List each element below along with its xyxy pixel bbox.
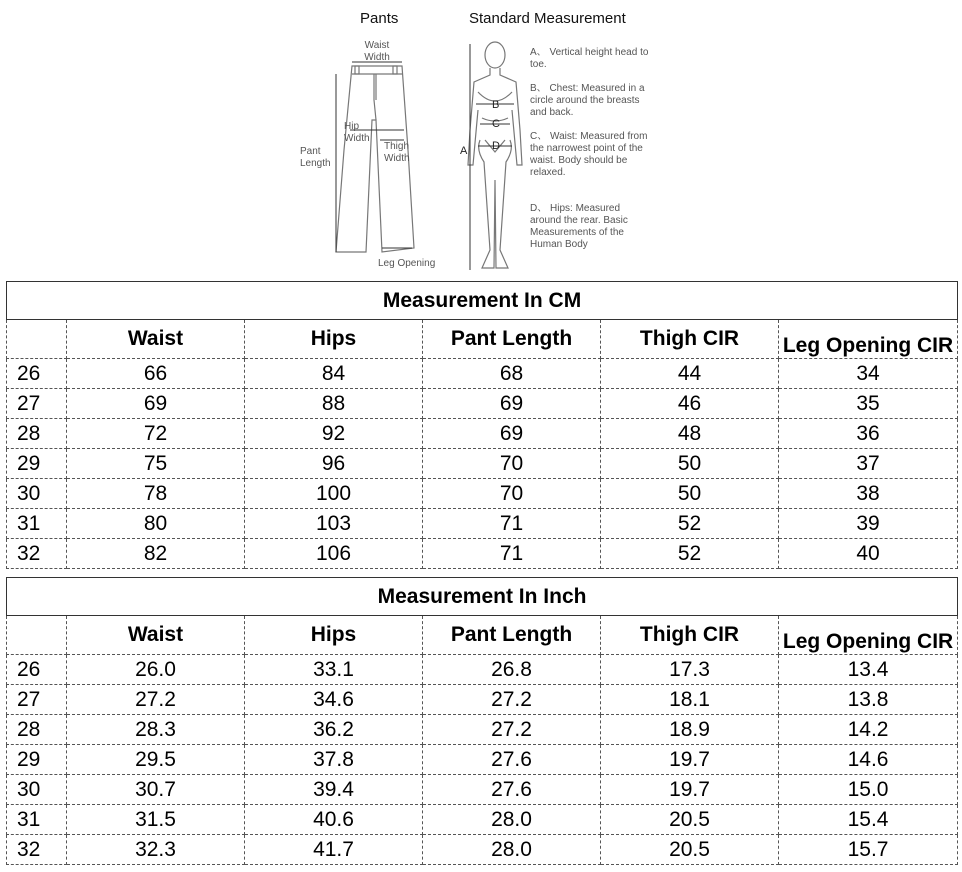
- header-waist: Waist: [67, 320, 245, 359]
- hips-cell: 34.6: [245, 685, 423, 715]
- hips-cell: 39.4: [245, 775, 423, 805]
- size-cell: 30: [7, 479, 67, 509]
- size-cell: 32: [7, 835, 67, 865]
- note-b: [530, 83, 650, 119]
- table-row: [7, 745, 958, 775]
- table-row: [7, 509, 958, 539]
- cm-size-table: [6, 281, 958, 569]
- hips-cell: 37.8: [245, 745, 423, 775]
- hips-cell: 106: [245, 539, 423, 569]
- thigh-cir-cell: 52: [601, 539, 779, 569]
- cm-table-caption: Measurement In CM: [7, 282, 958, 320]
- size-cell: 31: [7, 509, 67, 539]
- pant-length-cell: 70: [423, 449, 601, 479]
- table-row: [7, 805, 958, 835]
- standard-measurement-title: Standard Measurement: [469, 10, 626, 27]
- pant-length-cell: 27.2: [423, 685, 601, 715]
- size-cell: 29: [7, 745, 67, 775]
- size-cell: 29: [7, 449, 67, 479]
- leg-opening-cell: 14.6: [779, 745, 958, 775]
- note-b-text: Chest: Measured in a circle around the breasts and back.: [530, 83, 645, 118]
- cm-header-row: [7, 320, 958, 359]
- pant-length-label: Pant Length: [300, 146, 331, 169]
- pant-length-cell: 28.0: [423, 805, 601, 835]
- thigh-cir-cell: 50: [601, 479, 779, 509]
- leg-opening-cell: 36: [779, 419, 958, 449]
- table-row: [7, 479, 958, 509]
- pant-length-cell: 28.0: [423, 835, 601, 865]
- hips-cell: 40.6: [245, 805, 423, 835]
- leg-opening-cell: 38: [779, 479, 958, 509]
- inch-header-row: [7, 616, 958, 655]
- leg-opening-cell: 35: [779, 389, 958, 419]
- leg-opening-cell: 39: [779, 509, 958, 539]
- header-leg-opening-cir: Leg Opening CIR: [779, 616, 958, 655]
- header-thigh-cir: Thigh CIR: [601, 616, 779, 655]
- leg-opening-cell: 15.4: [779, 805, 958, 835]
- pant-length-cell: 69: [423, 389, 601, 419]
- waist-cell: 82: [67, 539, 245, 569]
- pant-length-cell: 26.8: [423, 655, 601, 685]
- inch-table-caption: Measurement In Inch: [7, 578, 958, 616]
- size-cell: 27: [7, 389, 67, 419]
- pant-length-cell: 69: [423, 419, 601, 449]
- leg-opening-cell: 40: [779, 539, 958, 569]
- note-d-text: Hips: Measured around the rear. Basic Measurements of the Human Body: [530, 203, 628, 250]
- header-waist: Waist: [67, 616, 245, 655]
- hip-width-label: Hip Width: [344, 121, 370, 144]
- table-row: [7, 539, 958, 569]
- note-c-text: Waist: Measured from the narrowest point of the waist. Body should be relaxed.: [530, 131, 648, 178]
- leg-opening-cell: 15.7: [779, 835, 958, 865]
- hips-cell: 92: [245, 419, 423, 449]
- hips-cell: 41.7: [245, 835, 423, 865]
- table-row: [7, 775, 958, 805]
- waist-cell: 30.7: [67, 775, 245, 805]
- thigh-cir-cell: 48: [601, 419, 779, 449]
- hips-cell: 36.2: [245, 715, 423, 745]
- table-row: [7, 655, 958, 685]
- thigh-cir-cell: 20.5: [601, 835, 779, 865]
- waist-cell: 29.5: [67, 745, 245, 775]
- leg-opening-cell: 15.0: [779, 775, 958, 805]
- leg-opening-cell: 13.4: [779, 655, 958, 685]
- waist-cell: 66: [67, 359, 245, 389]
- table-row: [7, 449, 958, 479]
- header-size: [7, 320, 67, 359]
- table-row: [7, 835, 958, 865]
- thigh-cir-cell: 17.3: [601, 655, 779, 685]
- table-row: [7, 389, 958, 419]
- leg-opening-cell: 13.8: [779, 685, 958, 715]
- waist-width-label: Waist Width: [364, 40, 390, 63]
- pant-length-cell: 68: [423, 359, 601, 389]
- size-cell: 28: [7, 419, 67, 449]
- note-b-key: B、: [530, 83, 547, 94]
- leg-opening-cell: 34: [779, 359, 958, 389]
- waist-cell: 80: [67, 509, 245, 539]
- waist-cell: 31.5: [67, 805, 245, 835]
- thigh-cir-cell: 46: [601, 389, 779, 419]
- hips-cell: 100: [245, 479, 423, 509]
- thigh-cir-cell: 20.5: [601, 805, 779, 835]
- thigh-cir-cell: 52: [601, 509, 779, 539]
- leg-opening-cell: 37: [779, 449, 958, 479]
- header-pant-length: Pant Length: [423, 616, 601, 655]
- note-a: [530, 47, 650, 71]
- table-row: [7, 685, 958, 715]
- size-cell: 27: [7, 685, 67, 715]
- size-cell: 30: [7, 775, 67, 805]
- table-row: [7, 715, 958, 745]
- thigh-width-label: Thigh Width: [384, 141, 410, 164]
- header-size: [7, 616, 67, 655]
- note-d-key: D、: [530, 203, 548, 214]
- note-d: [530, 203, 650, 251]
- pant-length-cell: 27.6: [423, 745, 601, 775]
- body-letter-b: B: [492, 99, 500, 111]
- pant-length-cell: 70: [423, 479, 601, 509]
- size-cell: 28: [7, 715, 67, 745]
- pant-length-cell: 27.6: [423, 775, 601, 805]
- hips-cell: 88: [245, 389, 423, 419]
- header-thigh-cir: Thigh CIR: [601, 320, 779, 359]
- waist-cell: 26.0: [67, 655, 245, 685]
- thigh-cir-cell: 19.7: [601, 745, 779, 775]
- note-a-key: A、: [530, 47, 547, 58]
- leg-opening-label: Leg Opening: [378, 258, 436, 269]
- body-drawing: [468, 42, 522, 268]
- thigh-cir-cell: 19.7: [601, 775, 779, 805]
- hips-cell: 103: [245, 509, 423, 539]
- header-pant-length: Pant Length: [423, 320, 601, 359]
- pant-length-cell: 27.2: [423, 715, 601, 745]
- size-cell: 32: [7, 539, 67, 569]
- pants-title: Pants: [360, 10, 399, 27]
- waist-cell: 72: [67, 419, 245, 449]
- waist-cell: 27.2: [67, 685, 245, 715]
- table-row: [7, 359, 958, 389]
- note-c: [530, 131, 650, 179]
- body-letter-a: A: [460, 145, 468, 157]
- hips-cell: 33.1: [245, 655, 423, 685]
- waist-cell: 32.3: [67, 835, 245, 865]
- waist-cell: 78: [67, 479, 245, 509]
- thigh-cir-cell: 18.9: [601, 715, 779, 745]
- pant-length-cell: 71: [423, 539, 601, 569]
- hips-cell: 96: [245, 449, 423, 479]
- leg-opening-cell: 14.2: [779, 715, 958, 745]
- thigh-cir-cell: 18.1: [601, 685, 779, 715]
- body-letter-c: C: [492, 118, 500, 130]
- thigh-cir-cell: 50: [601, 449, 779, 479]
- thigh-cir-cell: 44: [601, 359, 779, 389]
- note-c-key: C、: [530, 131, 548, 142]
- body-letter-d: D: [492, 140, 500, 152]
- waist-cell: 75: [67, 449, 245, 479]
- size-cell: 26: [7, 655, 67, 685]
- note-a-text: Vertical height head to toe.: [530, 47, 649, 70]
- header-leg-opening-cir: Leg Opening CIR: [779, 320, 958, 359]
- hips-cell: 84: [245, 359, 423, 389]
- waist-cell: 28.3: [67, 715, 245, 745]
- header-hips: Hips: [245, 616, 423, 655]
- size-cell: 26: [7, 359, 67, 389]
- size-cell: 31: [7, 805, 67, 835]
- waist-cell: 69: [67, 389, 245, 419]
- measurement-illustration: [290, 0, 670, 278]
- header-hips: Hips: [245, 320, 423, 359]
- table-row: [7, 419, 958, 449]
- pant-length-cell: 71: [423, 509, 601, 539]
- inch-size-table: [6, 577, 958, 865]
